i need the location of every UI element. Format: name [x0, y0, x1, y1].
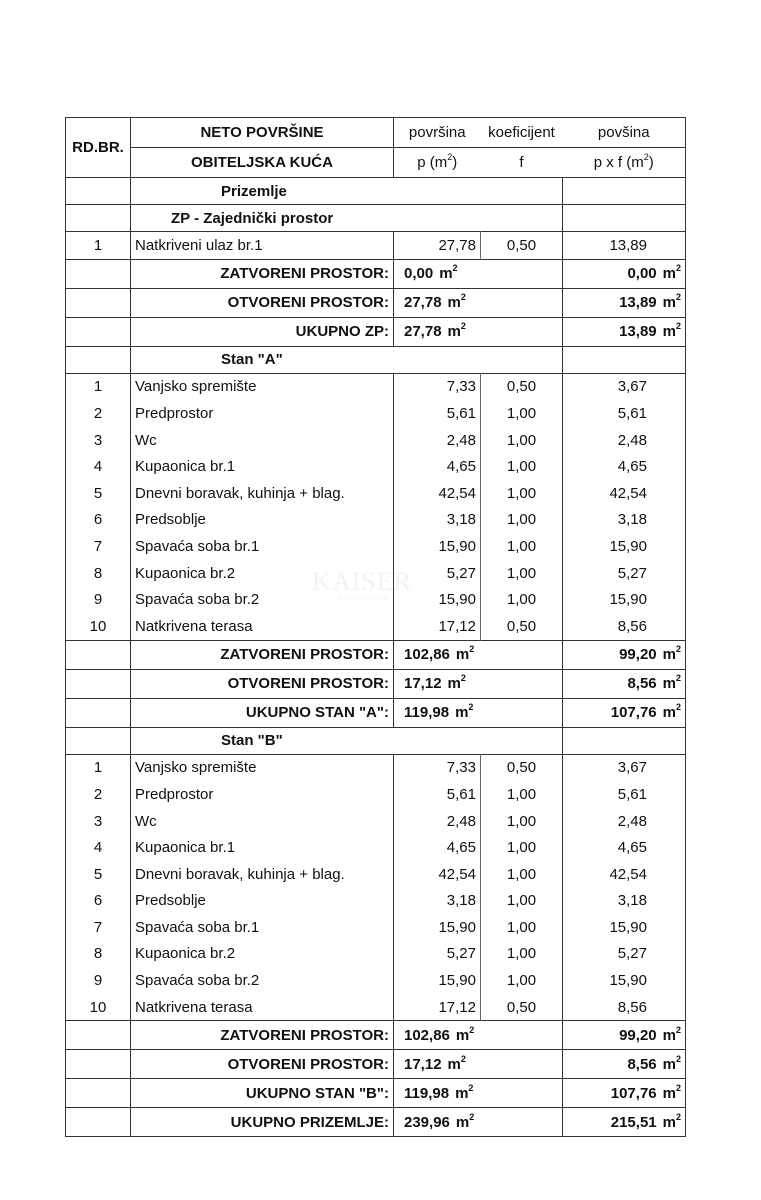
summary-weighted-value	[563, 698, 686, 727]
area-value: 7,33	[394, 373, 481, 400]
row-number-cell	[66, 178, 131, 205]
table-row	[66, 427, 686, 454]
area-value: 4,65	[394, 834, 481, 861]
room-name: Spavaća soba br.1	[131, 914, 394, 941]
row-number: 6	[66, 507, 131, 534]
coefficient-value: 1,00	[481, 480, 563, 507]
room-name: Natkriveni ulaz br.1	[131, 232, 394, 260]
coefficient-value: 0,50	[481, 613, 563, 640]
room-name: Spavaća soba br.2	[131, 967, 394, 994]
weighted-area-value: 3,18	[563, 507, 686, 534]
coefficient-value: 0,50	[481, 373, 563, 400]
unit-exponent: 2	[675, 263, 681, 274]
coefficient-value: 1,00	[481, 507, 563, 534]
header-row-2	[66, 148, 686, 178]
coefficient-value: 0,50	[481, 754, 563, 781]
row-number: 1	[66, 232, 131, 260]
grand-total-weighted-value	[563, 1108, 686, 1137]
value: 239,96	[404, 1113, 450, 1131]
summary-row	[66, 317, 686, 346]
table-row	[66, 754, 686, 781]
unit: m	[662, 704, 676, 722]
weighted-area-value: 2,48	[563, 427, 686, 454]
row-number-cell	[66, 1021, 131, 1050]
area-value: 15,90	[394, 533, 481, 560]
table-row	[66, 941, 686, 968]
section-title: Prizemlje	[131, 178, 563, 205]
weighted-area-value: 4,65	[563, 453, 686, 480]
room-name: Kupaonica br.2	[131, 560, 394, 587]
room-name: Vanjsko spremište	[131, 373, 394, 400]
coefficient-value: 1,00	[481, 453, 563, 480]
room-name: Vanjsko spremište	[131, 754, 394, 781]
section-title: ZP - Zajednički prostor	[131, 205, 563, 232]
coefficient-value: 1,00	[481, 888, 563, 915]
unit: m	[455, 1026, 470, 1044]
coefficient-value: 1,00	[481, 533, 563, 560]
section-title-row	[66, 205, 686, 232]
weighted-area-value: 42,54	[563, 480, 686, 507]
unit: m	[455, 646, 470, 664]
weighted-area-value: 8,56	[563, 613, 686, 640]
unit: m	[455, 1113, 470, 1131]
table-row	[66, 834, 686, 861]
unit-exponent: 2	[452, 263, 458, 274]
area-value: 17,12	[394, 994, 481, 1021]
summary-label: ZATVORENI PROSTOR:	[131, 640, 394, 669]
room-name: Kupaonica br.2	[131, 941, 394, 968]
row-number-cell	[66, 346, 131, 373]
room-name: Natkrivena terasa	[131, 994, 394, 1021]
summary-label: UKUPNO ZP:	[131, 317, 394, 346]
value: 17,12	[404, 1055, 442, 1073]
summary-weighted-value	[563, 1050, 686, 1079]
summary-area-value	[394, 1021, 563, 1050]
coefficient-value: 1,00	[481, 808, 563, 835]
unit: m	[662, 1113, 676, 1131]
unit-exponent: 2	[675, 321, 681, 332]
weighted-area-value: 15,90	[563, 586, 686, 613]
coefficient-col-header: koeficijent	[481, 118, 563, 148]
table-row	[66, 586, 686, 613]
summary-label: UKUPNO STAN "A":	[131, 698, 394, 727]
room-name: Spavaća soba br.2	[131, 586, 394, 613]
area-value: 4,65	[394, 453, 481, 480]
house-type-header: OBITELJSKA KUĆA	[131, 148, 394, 178]
area-table-page	[65, 117, 685, 1137]
unit: m	[662, 323, 676, 341]
table-row	[66, 560, 686, 587]
unit-exponent: 2	[468, 1082, 474, 1093]
weighted-unit-header: p x f $(m^2)$	[563, 148, 686, 178]
row-number: 3	[66, 427, 131, 454]
area-value: 27,78	[394, 232, 481, 260]
room-name: Spavaća soba br.1	[131, 533, 394, 560]
unit-exponent: 2	[675, 292, 681, 303]
coefficient-value: 1,00	[481, 914, 563, 941]
row-number-cell	[66, 259, 131, 288]
coefficient-value: 1,00	[481, 941, 563, 968]
row-number-cell	[66, 727, 131, 754]
weighted-area-value: 3,67	[563, 754, 686, 781]
unit-exponent: 2	[460, 673, 466, 684]
value: 8,56	[627, 1055, 657, 1073]
room-name: Predsoblje	[131, 507, 394, 534]
summary-row	[66, 698, 686, 727]
weighted-area-value: 5,27	[563, 560, 686, 587]
row-number: 5	[66, 861, 131, 888]
unit: m	[662, 265, 676, 283]
table-row	[66, 507, 686, 534]
weighted-area-value: 42,54	[563, 861, 686, 888]
value: 215,51	[610, 1113, 657, 1131]
summary-label: UKUPNO STAN "B":	[131, 1079, 394, 1108]
area-value: 3,18	[394, 507, 481, 534]
unit-exponent: 2	[675, 1024, 681, 1035]
weighted-area-value: 3,67	[563, 373, 686, 400]
table-row	[66, 232, 686, 260]
row-number-cell	[66, 640, 131, 669]
value: 107,76	[610, 1084, 657, 1102]
floor-title-row	[66, 178, 686, 205]
area-value: 3,18	[394, 888, 481, 915]
area-value: 5,27	[394, 560, 481, 587]
unit: m	[662, 646, 676, 664]
value: 8,56	[627, 675, 657, 693]
weighted-area-value: 8,56	[563, 994, 686, 1021]
room-name: Dnevni boravak, kuhinja + blag.	[131, 480, 394, 507]
row-number-cell	[66, 1050, 131, 1079]
coefficient-value: 1,00	[481, 861, 563, 888]
unit-exponent: 2	[469, 644, 475, 655]
value: 17,12	[404, 675, 442, 693]
row-number: 7	[66, 533, 131, 560]
row-number: 9	[66, 586, 131, 613]
summary-area-value	[394, 288, 563, 317]
weighted-area-value: 5,61	[563, 400, 686, 427]
table-row	[66, 453, 686, 480]
value: 27,78	[404, 323, 442, 341]
summary-label: OTVORENI PROSTOR:	[131, 288, 394, 317]
weighted-area-value: 15,90	[563, 914, 686, 941]
area-value: 42,54	[394, 861, 481, 888]
room-name: Predsoblje	[131, 888, 394, 915]
unit: m	[662, 1026, 676, 1044]
row-number: 2	[66, 781, 131, 808]
weighted-area-value: 15,90	[563, 533, 686, 560]
area-value: 5,27	[394, 941, 481, 968]
value: 13,89	[619, 294, 657, 312]
unit: m	[662, 294, 676, 312]
unit: m	[447, 294, 461, 312]
summary-weighted-value	[563, 640, 686, 669]
table-row	[66, 480, 686, 507]
summary-area-value	[394, 1079, 563, 1108]
weighted-area-value: 3,18	[563, 888, 686, 915]
rd-br-header: RD.BR.	[66, 118, 131, 178]
row-number: 5	[66, 480, 131, 507]
watermark-logo: KAISER IMMOBILIEN	[312, 567, 412, 603]
unit-exponent: 2	[675, 673, 681, 684]
value: 102,86	[404, 1026, 450, 1044]
area-value: 15,90	[394, 586, 481, 613]
area-value: 5,61	[394, 781, 481, 808]
row-number-cell	[66, 669, 131, 698]
unit: m	[455, 1084, 469, 1102]
row-number: 4	[66, 834, 131, 861]
area-value: 7,33	[394, 754, 481, 781]
summary-area-value	[394, 698, 563, 727]
summary-weighted-value	[563, 259, 686, 288]
value: 107,76	[610, 704, 657, 722]
row-number-cell	[66, 1079, 131, 1108]
table-row	[66, 888, 686, 915]
row-number: 2	[66, 400, 131, 427]
unit-exponent: 2	[675, 1053, 681, 1064]
value: 13,89	[619, 323, 657, 341]
section-title-row	[66, 346, 686, 373]
summary-row	[66, 1079, 686, 1108]
coefficient-value: 1,00	[481, 427, 563, 454]
summary-row	[66, 640, 686, 669]
coefficient-value: 1,00	[481, 400, 563, 427]
weighted-area-value: 5,27	[563, 941, 686, 968]
section-title-row	[66, 727, 686, 754]
value: 0,00	[627, 265, 657, 283]
value: 0,00	[404, 265, 434, 283]
unit: m	[447, 1055, 461, 1073]
coefficient-value: 1,00	[481, 586, 563, 613]
value: 119,98	[404, 1084, 450, 1102]
summary-area-value	[394, 1050, 563, 1079]
area-value: 17,12	[394, 613, 481, 640]
weighted-area-cell	[563, 178, 686, 205]
room-name: Natkrivena terasa	[131, 613, 394, 640]
unit-exponent: 2	[469, 1111, 475, 1122]
row-number-cell	[66, 698, 131, 727]
area-value: 5,61	[394, 400, 481, 427]
grand-total-area-value	[394, 1108, 563, 1137]
weighted-area-cell	[563, 727, 686, 754]
row-number-cell	[66, 288, 131, 317]
coefficient-value: 1,00	[481, 834, 563, 861]
row-number: 1	[66, 754, 131, 781]
room-name: Kupaonica br.1	[131, 834, 394, 861]
row-number: 10	[66, 613, 131, 640]
summary-weighted-value	[563, 317, 686, 346]
header-row-1	[66, 118, 686, 148]
row-number-cell	[66, 1108, 131, 1137]
summary-row	[66, 669, 686, 698]
area-value: 15,90	[394, 914, 481, 941]
area-value: 2,48	[394, 808, 481, 835]
unit: m	[662, 1055, 676, 1073]
weighted-area-value: 15,90	[563, 967, 686, 994]
room-name: Predprostor	[131, 781, 394, 808]
row-number: 8	[66, 941, 131, 968]
coefficient-value: 0,50	[481, 232, 563, 260]
row-number: 4	[66, 453, 131, 480]
summary-area-value	[394, 640, 563, 669]
table-row	[66, 994, 686, 1021]
weighted-area-value: 4,65	[563, 834, 686, 861]
grand-total-row	[66, 1108, 686, 1137]
table-row	[66, 967, 686, 994]
weighted-area-col-header: povšina	[563, 118, 686, 148]
coefficient-value: 1,00	[481, 967, 563, 994]
area-col-header: površina	[394, 118, 481, 148]
unit: m	[447, 323, 461, 341]
unit-exponent: 2	[675, 644, 681, 655]
summary-label: OTVORENI PROSTOR:	[131, 1050, 394, 1079]
unit: m	[447, 675, 461, 693]
summary-row	[66, 288, 686, 317]
table-row	[66, 533, 686, 560]
table-row	[66, 914, 686, 941]
room-name: Dnevni boravak, kuhinja + blag.	[131, 861, 394, 888]
unit: m	[662, 1084, 676, 1102]
net-areas-header: NETO POVRŠINE	[131, 118, 394, 148]
weighted-area-value: 13,89	[563, 232, 686, 260]
summary-weighted-value	[563, 669, 686, 698]
coefficient-value: 0,50	[481, 994, 563, 1021]
unit-exponent: 2	[468, 702, 474, 713]
value: 99,20	[619, 646, 657, 664]
summary-label: OTVORENI PROSTOR:	[131, 669, 394, 698]
table-row	[66, 781, 686, 808]
table-row	[66, 613, 686, 640]
row-number: 10	[66, 994, 131, 1021]
value: 119,98	[404, 704, 450, 722]
weighted-area-value: 2,48	[563, 808, 686, 835]
summary-weighted-value	[563, 288, 686, 317]
unit-exponent: 2	[469, 1024, 475, 1035]
summary-area-value	[394, 669, 563, 698]
unit-exponent: 2	[460, 1053, 466, 1064]
coefficient-value: 1,00	[481, 560, 563, 587]
row-number: 6	[66, 888, 131, 915]
unit-exponent: 2	[675, 1111, 681, 1122]
area-value: 42,54	[394, 480, 481, 507]
net-area-table	[65, 117, 686, 1137]
weighted-area-cell	[563, 205, 686, 232]
coefficient-value: 1,00	[481, 781, 563, 808]
room-name: Wc	[131, 427, 394, 454]
summary-row	[66, 1021, 686, 1050]
summary-row	[66, 259, 686, 288]
unit-exponent: 2	[460, 292, 466, 303]
room-name: Predprostor	[131, 400, 394, 427]
summary-label: ZATVORENI PROSTOR:	[131, 1021, 394, 1050]
section-title: Stan "A"	[131, 346, 563, 373]
value: 99,20	[619, 1026, 657, 1044]
summary-area-value	[394, 317, 563, 346]
table-body	[66, 178, 686, 1137]
row-number-cell	[66, 205, 131, 232]
summary-row	[66, 1050, 686, 1079]
summary-label: ZATVORENI PROSTOR:	[131, 259, 394, 288]
room-name: Kupaonica br.1	[131, 453, 394, 480]
area-value: 15,90	[394, 967, 481, 994]
table-row	[66, 400, 686, 427]
row-number: 1	[66, 373, 131, 400]
row-number: 7	[66, 914, 131, 941]
unit: m	[439, 265, 453, 283]
unit-exponent: 2	[675, 702, 681, 713]
table-row	[66, 808, 686, 835]
row-number-cell	[66, 317, 131, 346]
room-name: Wc	[131, 808, 394, 835]
coefficient-unit-header: f	[481, 148, 563, 178]
grand-total-label: UKUPNO PRIZEMLJE:	[131, 1108, 394, 1137]
weighted-area-value: 5,61	[563, 781, 686, 808]
value: 27,78	[404, 294, 442, 312]
section-title: Stan "B"	[131, 727, 563, 754]
summary-area-value	[394, 259, 563, 288]
row-number: 9	[66, 967, 131, 994]
table-row	[66, 861, 686, 888]
area-value: 2,48	[394, 427, 481, 454]
summary-weighted-value	[563, 1079, 686, 1108]
value: 102,86	[404, 646, 450, 664]
unit-exponent: 2	[460, 321, 466, 332]
unit-exponent: 2	[675, 1082, 681, 1093]
table-row	[66, 373, 686, 400]
unit: m	[662, 675, 676, 693]
area-unit-header: p $(m^2)$	[394, 148, 481, 178]
row-number: 3	[66, 808, 131, 835]
row-number: 8	[66, 560, 131, 587]
weighted-area-cell	[563, 346, 686, 373]
summary-weighted-value	[563, 1021, 686, 1050]
unit: m	[455, 704, 469, 722]
